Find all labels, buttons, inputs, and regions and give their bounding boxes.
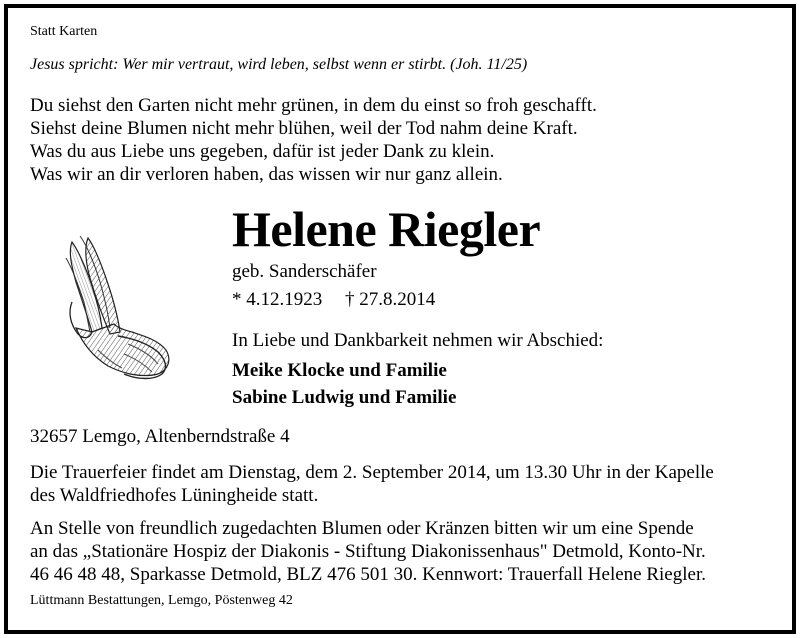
death-date: † 27.8.2014: [345, 289, 436, 310]
farewell-intro: In Liebe und Dankbarkeit nehmen wir Abschied:: [232, 330, 604, 351]
funeral-info: [30, 461, 714, 507]
birth-name: geb. Sanderschäfer: [232, 261, 377, 282]
deceased-name: Helene Riegler: [232, 201, 541, 257]
praying-hands-icon: [58, 232, 176, 382]
donation-line: An Stelle von freundlich zugedachten Blumen oder Kränzen bitten wir um eine Spende: [30, 518, 694, 539]
poem-line: Du siehst den Garten nicht mehr grünen, in dem du einst so froh geschafft.: [30, 95, 597, 116]
address: 32657 Lemgo, Altenberndstraße 4: [30, 426, 290, 447]
funeral-line: des Waldfriedhofes Lüningheide statt.: [30, 485, 319, 506]
poem-line: Was wir an dir verloren haben, das wissen wir nur ganz allein.: [30, 164, 503, 185]
mourner-1: Meike Klocke und Familie: [232, 360, 447, 381]
poem: [30, 94, 597, 186]
funeral-line: Die Trauerfeier findet am Dienstag, dem 2. September 2014, um 13.30 Uhr in der Kapelle: [30, 462, 714, 483]
statt-karten-label: Statt Karten: [30, 24, 98, 39]
poem-line: Siehst deine Blumen nicht mehr blühen, weil der Tod nahm deine Kraft.: [30, 118, 578, 139]
poem-line: Was du aus Liebe uns gegeben, dafür ist jeder Dank zu klein.: [30, 141, 495, 162]
donation-line: 46 46 48 48, Sparkasse Detmold, BLZ 476 501 30. Kennwort: Trauerfall Helene Riegler.: [30, 564, 706, 585]
donation-info: [30, 517, 706, 586]
funeral-home-footer: Lüttmann Bestattungen, Lemgo, Pöstenweg 42: [30, 593, 293, 608]
bible-quote: Jesus spricht: Wer mir vertraut, wird leben, selbst wenn er stirbt. (Joh. 11/25): [30, 56, 528, 73]
birth-date: * 4.12.1923: [232, 289, 323, 310]
donation-line: an das „Stationäre Hospiz der Diakonis - Stiftung Diakonissenhaus" Detmold, Konto-Nr.: [30, 541, 706, 562]
mourner-2: Sabine Ludwig und Familie: [232, 387, 457, 408]
